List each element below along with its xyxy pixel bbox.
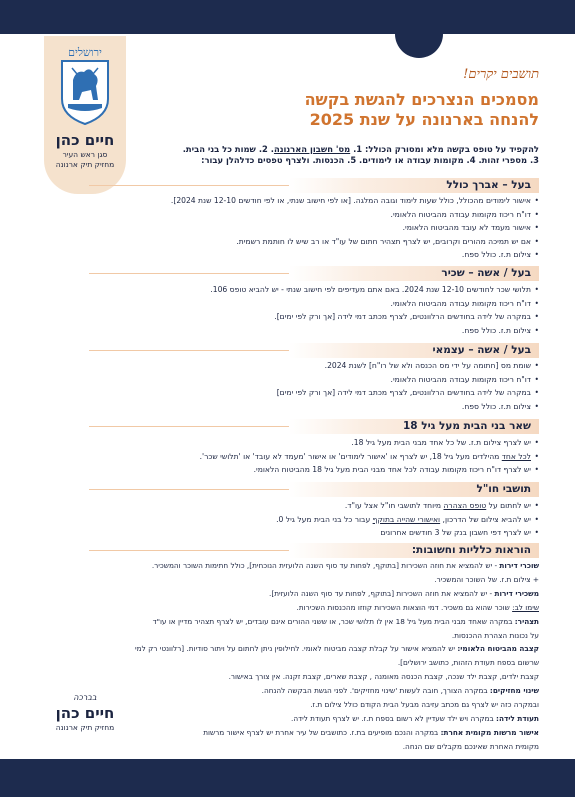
- list-item: • במקרה של לידה בחודשים הרלוונטים, לצרף מכתב דמי לידה [אך ורק לפי ימים].: [69, 310, 539, 324]
- section-heading-employee: בעל / אשה – שכיר: [289, 266, 539, 281]
- signoff-greeting: בברכה: [73, 693, 97, 702]
- section-heading-foreign-residents: תושבי חו"ל: [289, 482, 539, 497]
- list-item: • צילום ת.ז. כולל ספח.: [69, 324, 539, 338]
- general-notes: [67, 560, 539, 755]
- emblem-text: ירושלים: [68, 46, 102, 59]
- list-item: • יש לצרף צילום ת.ז. של כל אחד מבני הבית מעל גיל 18.: [69, 436, 539, 450]
- note-paragraph: תצהיר: במקרה שאחד מבני הבית מעל גיל 18 אין לו תלושי שכר, או ששני ההורים אינם עובדים, יש לצרף תצהיר מדיין או עו"ד: [152, 616, 539, 626]
- section-heading-self-employed: בעל / אשה – עצמאי: [289, 343, 539, 358]
- banner-notch: [395, 34, 443, 58]
- section-list-employee: [69, 283, 539, 337]
- candidate-name: חיים כהן: [55, 131, 115, 149]
- list-item: • יש להביא צילום של הדרכון, ואישורי שהייה בתוקף עבור כל בני הבית מעל גיל 0.: [69, 513, 539, 527]
- bottom-banner: [0, 759, 575, 797]
- list-item: • יש לצרף דפי חשבון בנק של 3 חודשים אחרונים: [69, 526, 539, 540]
- list-item: • תלושי שכר לחודשים 12-10 שנת 2024. באם אתם מעדיפים לפי חישוב שנתי - יש להביא טופס 106.: [69, 283, 539, 297]
- section-list-self-employed: [69, 359, 539, 413]
- intro-line-1: [119, 144, 539, 155]
- note-paragraph: קצבת ילדים, קצבת ילד שנכה, קצבת הכנסה מאומנה , קצבת שארים, קצבת זקנה. אין צורך באישור.: [228, 672, 539, 682]
- title-line-2: להנחה בארנונה על שנת 2025: [309, 110, 539, 129]
- greeting: תושבים יקרים!: [463, 67, 539, 82]
- list-item: • אישור לימודים מהכולל, כולל שעות לימוד וגובה המלגה. [או לפי חישוב שנתי, או לפי חודשים 12-10 שנת 2024].: [69, 194, 539, 208]
- note-paragraph: שרשום בספח תעודת הזהות, כתושב ירושלים].: [397, 658, 539, 668]
- intro-text: [119, 144, 539, 166]
- note-paragraph: שינוי מחזיקים: במקרה הצורך, חובה לעשות 'שינוי מחזיקים'. לפני הגשת הבקשה להנחה.: [261, 686, 539, 696]
- note-paragraph: + צילום ת.ז. של השוכר והמשכיר.: [434, 574, 539, 584]
- list-item: • צילום ת.ז. כולל ספח.: [69, 400, 539, 414]
- page-title: [119, 90, 539, 130]
- note-paragraph: משכירי דירות - יש להמציא את חוזה השכירות [בתוקף, לפחות עד סוף השנה הלועזית].: [269, 588, 539, 598]
- section-list-foreign-residents: [69, 499, 539, 540]
- intro-text-part: להקפיד על טופס בקשה מלא ומסורק הכולל: 1.: [350, 144, 539, 154]
- intro-text-part: . 2. שמות כל בני הבית.: [182, 144, 274, 154]
- candidate-portfolio: מחזיק תיק ארנונה: [55, 160, 115, 169]
- section-heading-kollel: בעל – אברך כולל: [289, 178, 539, 193]
- declaration-form-link: טופס הצהרה: [443, 501, 487, 510]
- list-item: • דו"ח ריכוז מקומות עבודה מהביטוח הלאומי.: [69, 297, 539, 311]
- list-item: • במקרה של לידה בחודשים הרלוונטים, לצרף מכתב דמי לידה [אך ורק לפי ימים]: [69, 386, 539, 400]
- list-item: • יש לחתום על טופס הצהרה מיוחד לתושבי חו"ל אצל עו"ד.: [69, 499, 539, 513]
- section-list-kollel: [69, 194, 539, 262]
- signoff-name: חיים כהן: [55, 704, 115, 722]
- list-item: • אם יש תמיכה מהורים וקרובים, יש לצרף תצהיר חתום של עו"ד או רב שיש לו חותמת רשמית.: [69, 235, 539, 249]
- note-paragraph: אישור מרשות מקומית אחרת: במקרה והנכם מופיעים בת.ז. כתושבים של עיר אחרת יש לצרף אישור מרשות: [203, 727, 539, 737]
- intro-line-2: 3. מספרי זהות. 4. מקומות עבודה או לימודים. 5. הכנסות. ולצרף טפסים כדלהלן עבור:: [201, 155, 539, 165]
- list-item: • לכל אחד מהילדים מעל גיל 18, יש לצרף או 'אישור לימודים' או אישור 'מעמד לא עובד' או 'תלושי שכר'.: [69, 450, 539, 464]
- note-paragraph: על נכונות הצהרת ההכנסות.: [451, 630, 539, 640]
- list-item: • דו"ח ריכוז מקומות עבודה מהביטוח הלאומי.: [69, 373, 539, 387]
- list-item: • שומת מס [חתומה על ידי מס הכנסה ולא של רו"ח] לשנת 2024.: [69, 359, 539, 373]
- candidate-role: סגן ראש העיר: [62, 150, 108, 159]
- note-paragraph: קצבה מהביטוח הלאומי: יש להמציא אישור על קבלת קצבה מביטוח לאומי. לחילופין ניתן לחתום על ויתור סודיות. [רלוונטי רק למי: [135, 644, 539, 654]
- jerusalem-emblem-icon: [56, 44, 114, 126]
- title-line-1: מסמכים הנצרכים להגשת בקשה: [304, 90, 539, 109]
- note-paragraph: מקומית האחרת שאינכם מקבלים שם הנחה.: [402, 741, 539, 751]
- list-item: • יש לצרף דו"ח ריכוז מקומות עבודה לכל אחד מבני הבית מעל גיל 18 מהביטוח הלאומי.: [69, 463, 539, 477]
- underlined-text: ואישורי שהייה בתוקף: [372, 514, 441, 524]
- note-paragraph: תעודת לידה: במקרה ויש ילד שעדיין לא רשום בספח ת.ז. יש לצרף תעודת לידה.: [291, 713, 539, 723]
- section-list-household-18: [69, 436, 539, 477]
- note-paragraph: ובמקרה כזה יש לצרף גם מכתב עזיבה מבעל הבית הקודם כולל צילום ת.ז.: [310, 700, 539, 710]
- list-item: • דו"ח ריכוז מקומות עבודה מהביטוח הלאומי.: [69, 208, 539, 222]
- top-banner: [0, 0, 575, 34]
- list-item: • אישור מעמד לא עובד מהביטוח הלאומי.: [69, 221, 539, 235]
- note-paragraph: שימו לב: שוכר שהוא גם משכיר. דמי הוצאות השכירות קוזזו מהכנסות השכירות.: [296, 602, 539, 612]
- section-heading-general-notes: הוראות כלליות וחשובות:: [289, 543, 539, 558]
- account-number-link: מס' חשבון הארנונה: [273, 144, 351, 154]
- list-item: • צילום ת.ז. כולל ספח.: [69, 248, 539, 262]
- section-heading-household-18: שאר בני הבית מעל גיל 18: [289, 419, 539, 434]
- note-paragraph: שוכרי דירות - יש להמציא את חוזה השכירות [בתוקף, לפחות עד סוף השנה הלועזית הנוכחית], כולל חתימות השוכר והמשכיר.: [151, 561, 539, 570]
- signoff-role: מחזיק תיק ארנונה: [55, 723, 115, 732]
- underlined-text: לכל אחד: [501, 451, 531, 461]
